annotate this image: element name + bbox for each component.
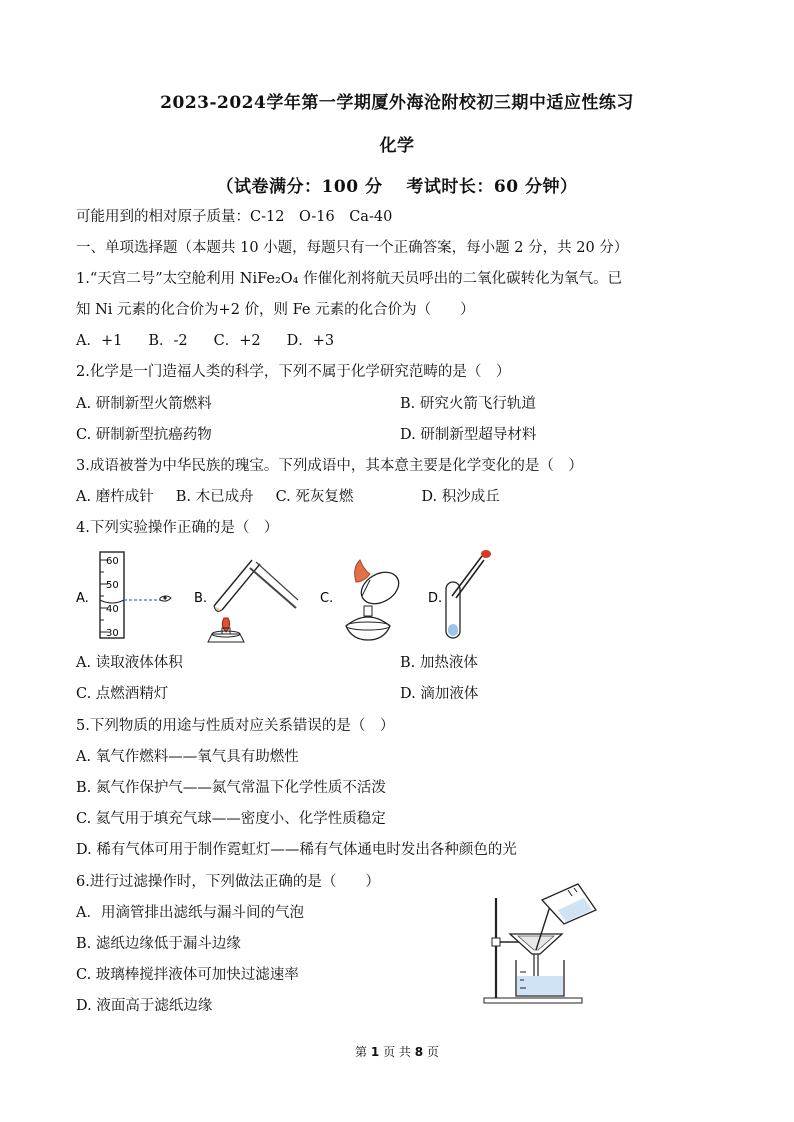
exam-info: （试卷满分：100 分 考试时长：60 分钟） xyxy=(216,177,578,197)
footer-prefix: 第 xyxy=(355,1045,368,1059)
atomic-masses: 可能用到的相对原子质量：C-12 O-16 Ca-40 xyxy=(76,209,393,225)
receiving-beaker-icon xyxy=(516,960,564,996)
q4-fig-label-d: D. xyxy=(428,591,443,606)
q2-option-c: C. 研制新型抗癌药物 xyxy=(76,427,212,443)
q3-options xyxy=(76,487,500,507)
q2-option-a: A. 研制新型火箭燃料 xyxy=(76,396,212,412)
q3-option-d: D. 积沙成丘 xyxy=(421,489,500,505)
q4-fig-label-b: B. xyxy=(194,591,208,606)
q2-option-b: B. 研究火箭飞行轨道 xyxy=(400,396,536,412)
tick-60: 60 xyxy=(106,556,119,567)
q6-option-c: C. 玻璃棒搅拌液体可加快过滤速率 xyxy=(76,967,299,983)
q6-option-a: A．用滴管排出滤纸与漏斗间的气泡 xyxy=(76,905,304,921)
section-heading: 一、单项选择题（本题共 10 小题，每题只有一个正确答案，每小题 2 分，共 20 分） xyxy=(76,240,629,256)
q3-stem: 3.成语被誉为中华民族的瑰宝。下列成语中，其本意主要是化学变化的是（ ） xyxy=(76,458,583,474)
q3-option-b: B. 木已成舟 xyxy=(175,489,254,505)
q4-option-d: D. 滴加液体 xyxy=(400,686,479,702)
footer-middle: 页 共 xyxy=(383,1045,411,1059)
q4-option-b: B. 加热液体 xyxy=(400,655,478,671)
dropper-icon xyxy=(446,550,491,638)
q4-figures xyxy=(74,548,494,644)
q5-option-b: B. 氮气作保护气——氮气常温下化学性质不活泼 xyxy=(76,780,386,796)
q6-option-b: B. 滤纸边缘低于漏斗边缘 xyxy=(76,936,241,952)
q1-option-c: C．+2 xyxy=(213,333,261,349)
q3-option-a: A. 磨杵成针 xyxy=(76,489,154,505)
q1-options xyxy=(76,331,334,351)
test-tube-heating-icon xyxy=(208,560,298,642)
exam-title: 2023-2024学年第一学期厦外海沧附校初三期中适应性练习 xyxy=(160,93,634,113)
tick-40: 40 xyxy=(106,604,119,615)
q6-option-d: D. 液面高于滤纸边缘 xyxy=(76,998,213,1014)
q6-stem: 6.进行过滤操作时，下列做法正确的是（ ） xyxy=(76,874,380,890)
q1-option-b: B．-2 xyxy=(148,333,188,349)
q5-option-d: D. 稀有气体可用于制作霓虹灯——稀有气体通电时发出各种颜色的光 xyxy=(76,842,517,858)
q4-option-a: A. 读取液体体积 xyxy=(76,655,183,671)
q4-fig-label-a: A. xyxy=(76,591,89,606)
q2-option-d: D. 研制新型超导材料 xyxy=(400,427,537,443)
q1-stem-line1: 1.“天宫二号”太空舱利用 NiFe₂O₄ 作催化剂将航天员呼出的二氧化碳转化为氧气。已 xyxy=(76,271,623,287)
filtration-apparatus xyxy=(480,880,620,1010)
pouring-beaker-icon xyxy=(542,884,596,924)
q5-option-a: A. 氧气作燃料——氧气具有助燃性 xyxy=(76,749,299,765)
q5-option-c: C. 氦气用于填充气球——密度小、化学性质稳定 xyxy=(76,811,386,827)
q1-stem-line2: 知 Ni 元素的化合价为+2 价，则 Fe 元素的化合价为（ ） xyxy=(76,302,475,318)
footer-suffix: 页 xyxy=(426,1045,439,1059)
q5-stem: 5.下列物质的用途与性质对应关系错误的是（ ） xyxy=(76,718,395,734)
alcohol-lamp-icon xyxy=(346,560,404,640)
q2-stem: 2.化学是一门造福人类的科学，下列不属于化学研究范畴的是（ ） xyxy=(76,364,511,380)
q4-fig-label-c: C. xyxy=(320,591,334,606)
q1-option-a: A．+1 xyxy=(76,333,123,349)
subject-title: 化学 xyxy=(379,136,415,156)
footer-page-number: 1 xyxy=(370,1045,380,1059)
footer-total-pages: 8 xyxy=(414,1045,424,1059)
page-footer xyxy=(0,1043,794,1060)
q4-option-c: C. 点燃酒精灯 xyxy=(76,686,169,702)
tick-30: 30 xyxy=(106,628,119,639)
q4-stem: 4.下列实验操作正确的是（ ） xyxy=(76,520,279,536)
tick-50: 50 xyxy=(106,580,119,591)
q3-option-c: C. 死灰复燃 xyxy=(275,489,354,505)
q1-option-d: D．+3 xyxy=(286,333,335,349)
